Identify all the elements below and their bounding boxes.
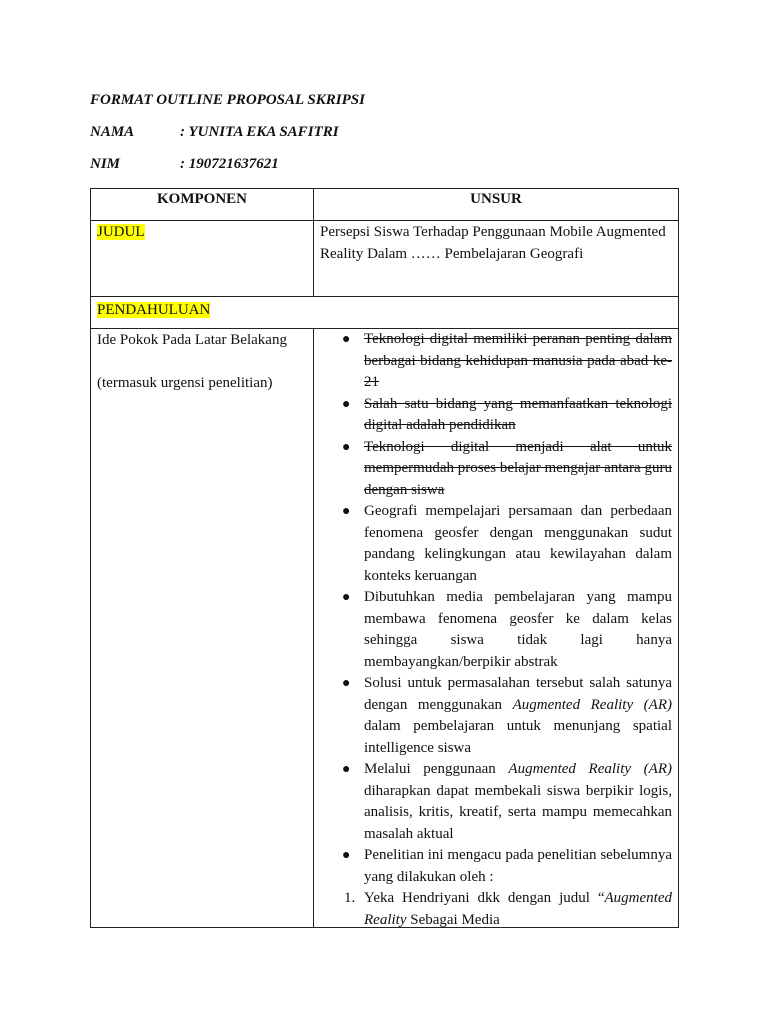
pendahuluan-label: PENDAHULUAN <box>97 302 211 318</box>
judul-text: Persepsi Siswa Terhadap Penggunaan Mobile Augmented Reality Dalam …… Pembelajaran Geografi <box>314 221 679 297</box>
ide-pokok-label: Ide Pokok Pada Latar Belakang <box>97 332 287 348</box>
list-item: ● Salah satu bidang yang memanfaatkan teknologi digital adalah pendidikan <box>320 394 672 437</box>
judul-cell <box>91 221 314 297</box>
nama-row <box>90 124 339 141</box>
table-header-row <box>91 189 679 221</box>
list-item-text: Sebagai Media <box>406 911 500 927</box>
nama-value: : YUNITA EKA SAFITRI <box>180 124 339 140</box>
list-item-italic: Augmented Reality (AR) <box>512 696 672 713</box>
list-item: ● Penelitian ini mengacu pada penelitian sebelumnya yang dilakukan oleh : <box>320 845 672 888</box>
list-item-italic: Augmented Reality (AR) <box>508 761 672 777</box>
numbered-item <box>320 888 672 927</box>
pendahuluan-cell <box>91 297 679 329</box>
list-item <box>320 759 672 845</box>
list-item: ● Teknologi digital memiliki peranan penting dalam berbagai bidang kehidupan manusia pada abad ke-21 <box>320 329 672 394</box>
unsur-list-cell <box>314 329 679 928</box>
pendahuluan-row <box>91 297 679 329</box>
ide-pokok-sublabel: (termasuk urgensi penelitian) <box>97 375 273 391</box>
nim-value: : 190721637621 <box>180 156 279 172</box>
nim-row <box>90 156 279 173</box>
list-item <box>320 673 672 759</box>
document-title: FORMAT OUTLINE PROPOSAL SKRIPSI <box>90 92 365 108</box>
col-header-komponen: KOMPONEN <box>91 189 314 221</box>
list-item: ● Teknologi digital menjadi alat untuk mempermudah proses belajar mengajar antara guru dengan siswa <box>320 437 672 502</box>
list-item-text: dalam pembelajaran untuk menunjang spatial intelligence siswa <box>364 718 672 756</box>
list-item-text: Solusi untuk permasalahan tersebut salah satunya dengan menggunakan <box>364 675 672 713</box>
nim-label: NIM <box>90 156 121 172</box>
nama-label: NAMA <box>90 124 135 140</box>
bullet-list <box>320 329 672 927</box>
list-item-text: Yeka Hendriyani dkk dengan judul “ <box>364 890 605 906</box>
outline-table <box>90 188 679 928</box>
list-item-text: diharapkan dapat membekali siswa berpikir logis, analisis, kritis, kreatif, serta mampu memecahkan masalah aktual <box>364 782 672 842</box>
ide-pokok-row <box>91 329 679 928</box>
list-item-italic: Augmented Reality <box>364 890 672 927</box>
list-item: ● Dibutuhkan media pembelajaran yang mampu membawa fenomena geosfer ke dalam kelas sehingga siswa tidak lagi hanya membayangkan/berpikir abstrak <box>320 587 672 673</box>
list-item-text: Melalui penggunaan <box>364 761 509 777</box>
ide-pokok-cell <box>91 329 314 928</box>
list-item: ● Geografi mempelajari persamaan dan perbedaan fenomena geosfer dengan menggunakan sudut pandang kelingkungan atau kewilayahan dalam konteks keruangan <box>320 501 672 587</box>
judul-label: JUDUL <box>97 224 145 240</box>
judul-row <box>91 221 679 297</box>
col-header-unsur: UNSUR <box>314 189 679 221</box>
